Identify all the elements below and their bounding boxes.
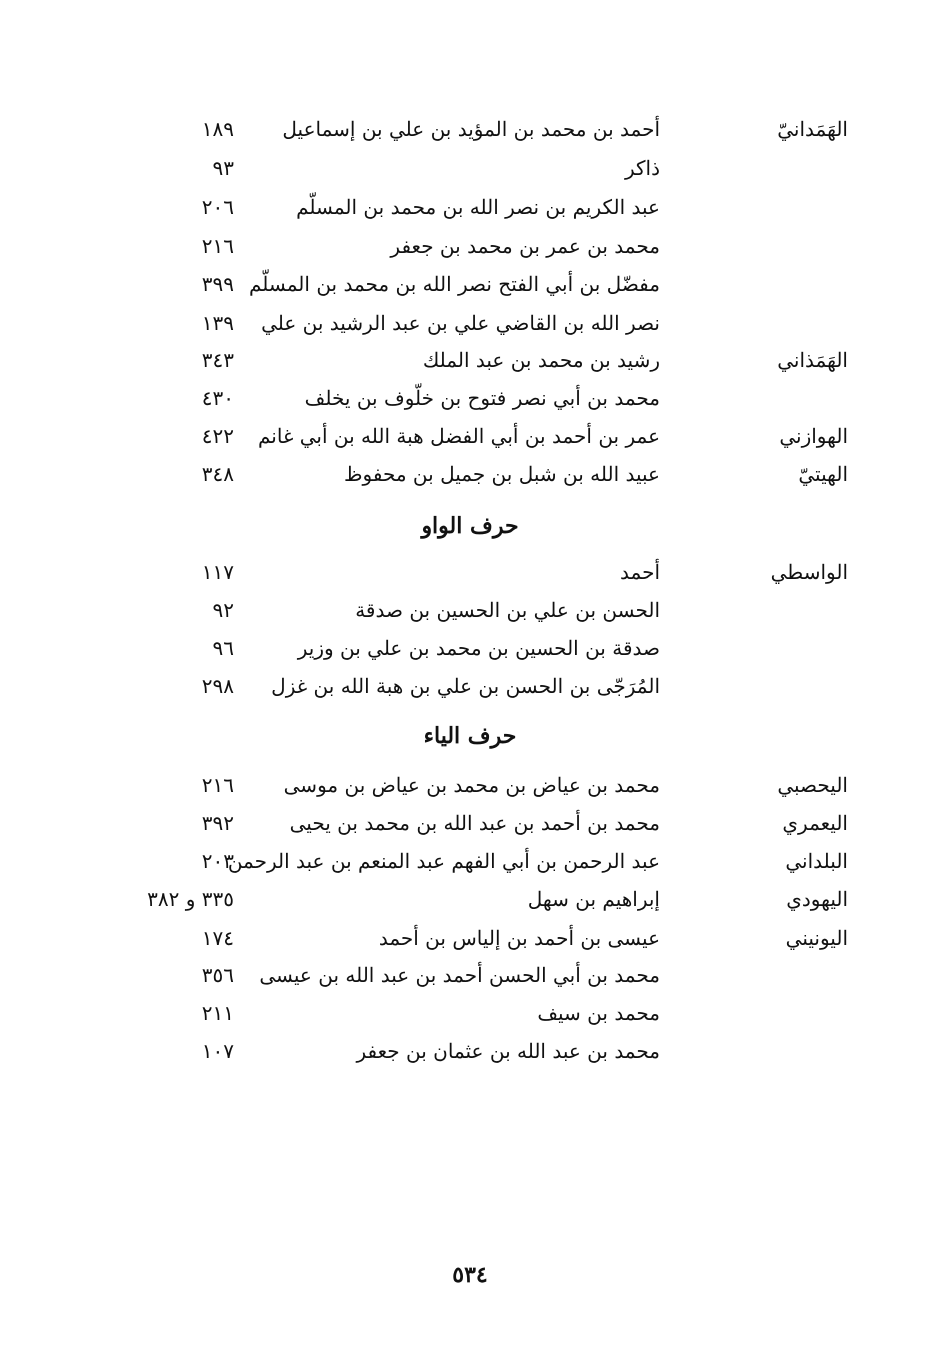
page-ref: ٤٣٠ <box>201 386 234 410</box>
person-name: عبيد الله بن شبل بن جميل بن محفوظ <box>344 462 660 486</box>
person-name: محمد بن أحمد بن عبد الله بن محمد بن يحيى <box>289 811 660 835</box>
page-number: ٥٣٤ <box>452 1262 488 1288</box>
page-ref: ١١٧ <box>201 560 234 584</box>
nisba: اليحصبي <box>777 773 848 797</box>
page-ref: ٣٤٣ <box>201 348 234 372</box>
nisba: اليعمري <box>782 811 848 835</box>
page-ref: ٢١٦ <box>201 234 234 258</box>
index-row <box>0 842 940 880</box>
index-row <box>0 227 940 265</box>
nisba: البلداني <box>785 849 848 873</box>
page-ref: ١٧٤ <box>201 926 234 950</box>
page-ref: ١٣٩ <box>201 311 234 335</box>
index-row <box>0 880 940 918</box>
page-ref: ٢١٦ <box>201 773 234 797</box>
page-ref: ٣٥٦ <box>201 963 234 987</box>
index-row <box>0 667 940 705</box>
person-name: محمد بن عبد الله بن عثمان بن جعفر <box>356 1039 660 1063</box>
person-name: محمد بن سيف <box>537 1001 660 1025</box>
index-row <box>0 417 940 455</box>
index-row <box>0 629 940 667</box>
nisba: الهيتيّ <box>798 462 848 486</box>
nisba: الهوازني <box>779 424 848 448</box>
index-row <box>0 553 940 591</box>
person-name: محمد بن أبي نصر فتوح بن خلّوف بن يخلف <box>304 386 660 410</box>
page-ref: ٣٩٩ <box>201 272 234 296</box>
index-row <box>0 956 940 994</box>
index-row <box>0 149 940 187</box>
page-ref: ٤٢٢ <box>201 424 234 448</box>
person-name: عيسى بن أحمد بن إلياس بن أحمد <box>378 926 660 950</box>
person-name: ذاكر <box>624 156 660 180</box>
person-name: المُرَجّى بن الحسن بن علي بن هبة الله بن غزل <box>271 674 660 698</box>
person-name: أحمد <box>620 560 660 584</box>
index-row <box>0 110 940 148</box>
index-row <box>0 804 940 842</box>
person-name: إبراهيم بن سهل <box>527 887 660 911</box>
person-name: رشيد بن محمد بن عبد الملك <box>422 348 660 372</box>
page-ref: ٢١١ <box>201 1001 234 1025</box>
index-row <box>0 919 940 957</box>
index-row <box>0 455 940 493</box>
page-ref: ٣٩٢ <box>201 811 234 835</box>
page-ref: ٣٤٨ <box>201 462 234 486</box>
nisba: الهَمَدانيّ <box>777 117 848 141</box>
index-row <box>0 265 940 303</box>
person-name: الحسن بن علي بن الحسين بن صدقة <box>355 598 660 622</box>
person-name: عبد الكريم بن نصر الله بن محمد بن المسلّم <box>296 195 660 219</box>
section-heading-waw: حرف الواو <box>421 513 519 539</box>
index-row <box>0 379 940 417</box>
page-ref: ١٨٩ <box>201 117 234 141</box>
person-name: محمد بن عياض بن محمد بن عياض بن موسى <box>283 773 660 797</box>
index-row <box>0 304 940 342</box>
page-ref: ٢٩٨ <box>201 674 234 698</box>
index-row <box>0 1032 940 1070</box>
section-heading-ya: حرف الياء <box>423 723 517 749</box>
index-row <box>0 766 940 804</box>
person-name: أحمد بن محمد بن المؤيد بن علي بن إسماعيل <box>282 117 660 141</box>
page-ref: ٩٣ <box>212 156 234 180</box>
nisba: الواسطي <box>770 560 848 584</box>
page-ref: ١٠٧ <box>201 1039 234 1063</box>
person-name: عمر بن أحمد بن أبي الفضل هبة الله بن أبي غانم <box>257 424 660 448</box>
page-ref: ٩٦ <box>212 636 234 660</box>
page-ref: ٣٣٥ و ٣٨٢ <box>147 887 234 911</box>
page-ref: ٩٢ <box>212 598 234 622</box>
index-row <box>0 341 940 379</box>
nisba: اليهودي <box>786 887 848 911</box>
person-name: صدقة بن الحسين بن محمد بن علي بن وزير <box>297 636 660 660</box>
person-name: مفضّل بن أبي الفتح نصر الله بن محمد بن المسلّم <box>248 272 660 296</box>
person-name: محمد بن أبي الحسن أحمد بن عبد الله بن عيسى <box>259 963 660 987</box>
page-ref: ٢٠٦ <box>201 195 234 219</box>
nisba: اليونيني <box>785 926 848 950</box>
person-name: عبد الرحمن بن أبي الفهم عبد المنعم بن عبد الرحمن <box>227 849 660 873</box>
index-row <box>0 994 940 1032</box>
person-name: نصر الله بن القاضي علي بن عبد الرشيد بن علي <box>261 311 660 335</box>
nisba: الهَمَذاني <box>777 348 848 372</box>
index-row <box>0 188 940 226</box>
index-row <box>0 591 940 629</box>
person-name: محمد بن عمر بن محمد بن جعفر <box>390 234 660 258</box>
page-ref: ٢٠٣ <box>201 849 234 873</box>
